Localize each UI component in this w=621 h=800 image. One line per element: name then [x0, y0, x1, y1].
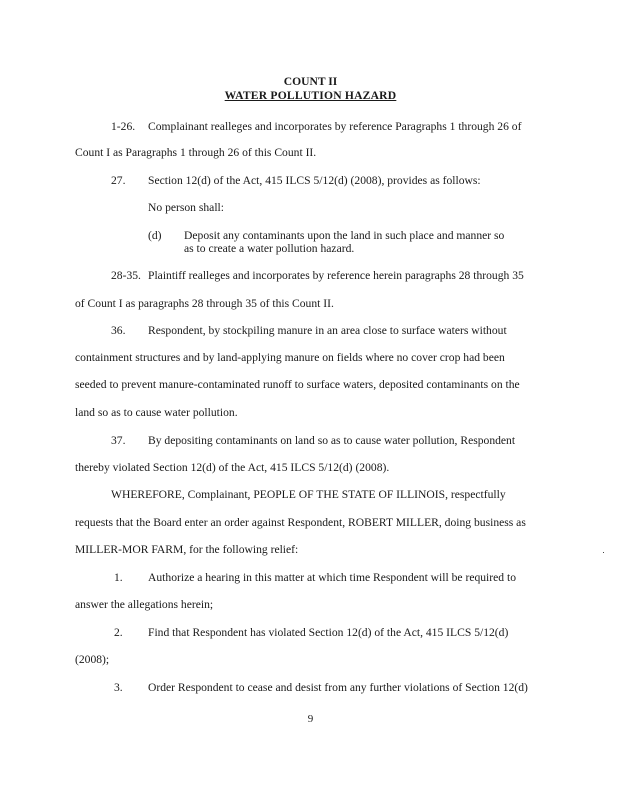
count-subheading: WATER POLLUTION HAZARD: [224, 89, 397, 102]
wherefore-line3: MILLER-MOR FARM, for the following relief:: [75, 543, 299, 556]
wherefore-line2: requests that the Board enter an order against Respondent, ROBERT MILLER, doing business as: [75, 516, 526, 529]
relief-2-line2: (2008);: [75, 653, 110, 666]
count-heading: COUNT II: [283, 75, 338, 88]
para-28-35-line1: Plaintiff realleges and incorporates by reference herein paragraphs 28 through 35: [148, 269, 524, 282]
para-27-number: 27.: [111, 174, 126, 187]
para-1-26-line2: Count I as Paragraphs 1 through 26 of this Count II.: [75, 146, 317, 159]
page-number: 9: [307, 713, 314, 725]
para-36-line4: land so as to cause water pollution.: [75, 406, 238, 419]
para-36-line2: containment structures and by land-applying manure on fields where no cover crop had been: [75, 351, 505, 364]
relief-2-line1: Find that Respondent has violated Section 12(d) of the Act, 415 ILCS 5/12(d): [148, 626, 509, 639]
para-37-line2: thereby violated Section 12(d) of the Act, 415 ILCS 5/12(d) (2008).: [75, 461, 390, 474]
para-27-quote-line2: as to create a water pollution hazard.: [184, 242, 355, 255]
para-36-number: 36.: [111, 324, 126, 337]
para-28-35-line2: of Count I as paragraphs 28 through 35 of this Count II.: [75, 297, 334, 310]
para-37-line1: By depositing contaminants on land so as to cause water pollution, Respondent: [148, 434, 516, 447]
para-37-number: 37.: [111, 434, 126, 447]
para-36-line3: seeded to prevent manure-contaminated runoff to surface waters, deposited contaminants on the: [75, 378, 520, 391]
para-27-quote-label: (d): [148, 229, 162, 242]
relief-1-number: 1.: [114, 571, 123, 584]
relief-2-number: 2.: [114, 626, 123, 639]
para-27-line1: Section 12(d) of the Act, 415 ILCS 5/12(d) (2008), provides as follows:: [148, 174, 481, 187]
para-27-quote-line1: Deposit any contaminants upon the land in such place and manner so: [184, 229, 505, 242]
relief-1-line1: Authorize a hearing in this matter at which time Respondent will be required to: [148, 571, 516, 584]
scan-speck: [603, 552, 604, 553]
para-1-26-line1: Complainant realleges and incorporates by reference Paragraphs 1 through 26 of: [148, 120, 522, 133]
relief-3-line1: Order Respondent to cease and desist from any further violations of Section 12(d): [148, 681, 528, 694]
para-27-quote-intro: No person shall:: [148, 201, 224, 214]
wherefore-line1: WHEREFORE, Complainant, PEOPLE OF THE STATE OF ILLINOIS, respectfully: [111, 488, 506, 501]
para-36-line1: Respondent, by stockpiling manure in an area close to surface waters without: [148, 324, 507, 337]
para-1-26-number: 1-26.: [111, 120, 136, 133]
para-28-35-number: 28-35.: [111, 269, 141, 282]
relief-1-line2: answer the allegations herein;: [75, 598, 214, 611]
relief-3-number: 3.: [114, 681, 123, 694]
